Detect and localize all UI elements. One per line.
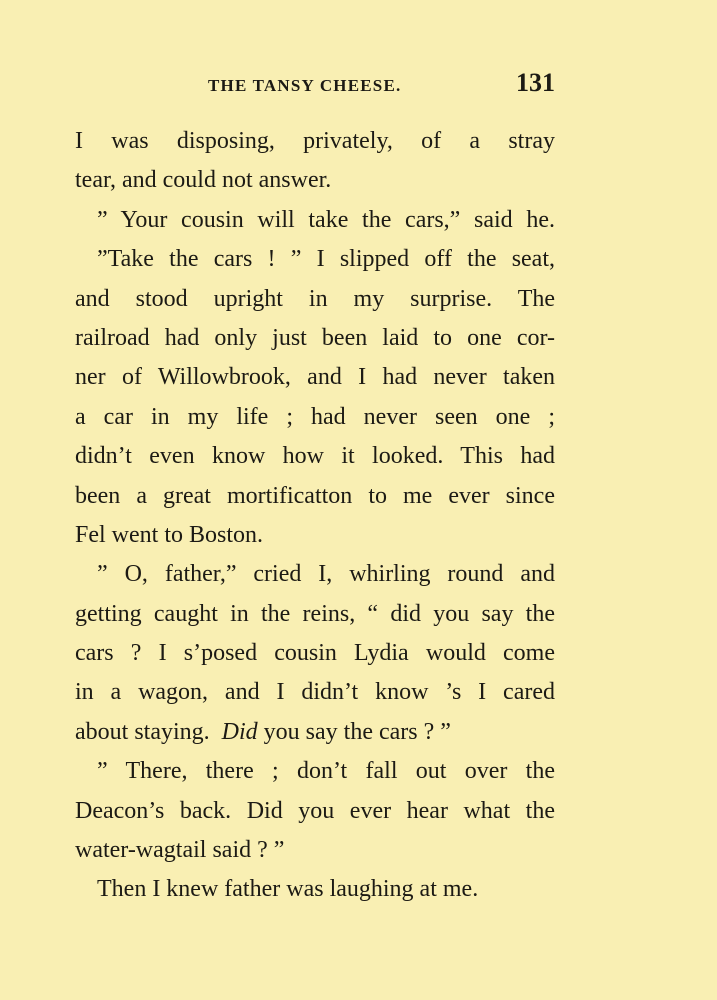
text-line: Deacon’s back. Did you ever hear what the xyxy=(75,797,555,824)
body-text xyxy=(75,122,555,910)
text-line: ” Your cousin will take the cars,” said he. xyxy=(97,206,555,233)
text-segment: you say the cars ? ” xyxy=(263,718,451,745)
emphasized-word: Did xyxy=(221,718,258,745)
text-line: in a wagon, and I didn’t know ’s I cared xyxy=(75,679,555,706)
text-line: water-wagtail said ? ” xyxy=(75,837,285,864)
text-line: a car in my life ; had never seen one ; xyxy=(75,403,555,430)
text-line: cars ? I s’posed cousin Lydia would come xyxy=(75,640,555,667)
text-line: ”Take the cars ! ” I slipped off the seat, xyxy=(97,246,555,273)
text-line: been a great mortificatton to me ever since xyxy=(75,482,555,509)
running-head xyxy=(75,68,555,104)
text-line xyxy=(75,713,555,752)
text-line: getting caught in the reins, “ did you say the xyxy=(75,600,555,627)
text-line: ” There, there ; don’t fall out over the xyxy=(97,758,555,785)
text-line: Then I knew father was laughing at me. xyxy=(97,876,479,903)
text-line: ner of Willowbrook, and I had never taken xyxy=(75,364,555,391)
text-line: didn’t even know how it looked. This had xyxy=(75,443,555,470)
page-number: 131 xyxy=(516,68,555,97)
text-segment: about staying. xyxy=(75,718,210,745)
running-title: THE TANSY CHEESE. xyxy=(208,76,402,95)
text-line: railroad had only just been laid to one cor- xyxy=(75,324,555,351)
text-line: and stood upright in my surprise. The xyxy=(75,285,555,312)
text-line: ” O, father,” cried I, whirling round and xyxy=(97,561,555,588)
text-line: Fel went to Boston. xyxy=(75,521,264,548)
text-line: tear, and could not answer. xyxy=(75,167,332,194)
text-line: I was disposing, privately, of a stray xyxy=(75,128,555,154)
